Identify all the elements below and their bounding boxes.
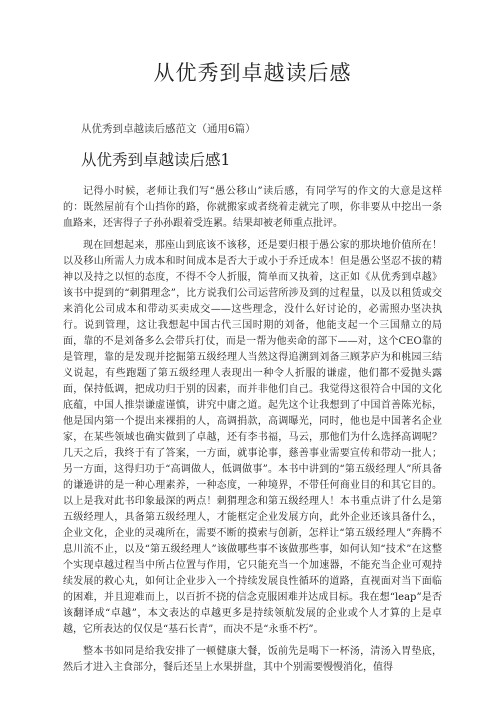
- paragraph: 整本书如同是给我安排了一顿健康大餐，饭前先是喝下一杯汤，清汤入胃垫底，然后才进入主食部分，餐后还呈上水果拼盘，其中个别需要慢慢消化，值得: [63, 646, 442, 673]
- document-title: 从优秀到卓越读后感: [153, 61, 352, 85]
- document-body: [63, 184, 442, 676]
- section-heading: 从优秀到卓越读后感1: [81, 151, 231, 169]
- document-subtitle: 从优秀到卓越读后感范文（通用6篇）: [81, 123, 256, 135]
- paragraph: 记得小时候，老师让我们写“愚公移山”读后感，有同学写的作文的大意是这样的：既然屋前有个山挡你的路，你就搬家或者绕着走就完了呗，你非要从中挖出一条血路来，还害得子子孙孙跟着受连累。结果却被老师重点批评。: [63, 186, 442, 229]
- paragraph: 现在回想起来，那座山到底该不该移，还是要归根于愚公家的那块地价值所在！以及移山所需人力成本和时间成本是否大于或小于乔迁成本！但是愚公坚忍不拔的精神以及持之以恒的态度，不得不令人折服，简单而又执着，这正如《从优秀到卓越》该书中提到的“刺猬理念”，比方说我们公司运营所涉及到的过程量，以及以租赁或交来消化公司成本和带动买卖成交——这些理念，没什么好讨论的，必需照办坚决执行。说到管理，这让我想起中国古代三国时期的刘备，他能支起一个三国鼎立的局面，靠的不是刘备多么会带兵打仗，而是一帮为他卖命的部下——对，这个CEO靠的是管理，靠的是发现并挖掘第五级经理人当然这得追溯到刘备三顾茅庐为和桃园三结义说起，有些跑题了第五级经理人表现出一种令人折服的谦虚，他们都不爱抛头露面，保持低调，把成功归于别的因素，而并非他们自己。我觉得这很符合中国的文化底蕴，中国人推崇谦虚谨慎，讲究中庸之道。起先这个让我想到了中国首善陈光标，他是国内第一个提出来裸捐的人，高调捐款，高调曝光，同时，他也是中国著名企业家，在某些领域也确实做到了卓越，还有李书福，马云，那他们为什么选择高调呢？几天之后，我终于有了答案，一方面，就事论事，慈善事业需要宣传和带动一批人；另一方面，这得归功于“高调做人，低调做事”。本书中讲到的“第五级经理人”所具备的谦逊讲的是一种心理素养，一种态度，一种境界，不带任何商业目的和其它目的。以上是我对此书印象最深的两点！刺猬理念和第五级经理人！本书重点讲了什么是第五级经理人，具备第五级经理人，才能框定企业发展方向，此外企业还该具备什么，企业文化，企业的灵魂所在，需要不断的摸索与创新，怎样让“第五级经理人”奔腾不息川流不止，以及“第五级经理人”该做哪些事不该做那些事，如何认知“技术”在这整个实现卓越过程当中所占位置与作用，它只能充当一个加速器，不能充当企业可观持续发展的救心丸，如何让企业步入一个持续发展良性循环的道路，直视面对当下面临的困难，并且迎难而上，以百折不挠的信念克服困难并达成目标。我在想“leap”是否该翻译成“卓越”，本文表达的卓越更多是持续领航发展的企业或个人才算的上是卓越，它所表达的仅仅是“基石长青”，而决不是“永垂不朽”。: [63, 240, 442, 635]
